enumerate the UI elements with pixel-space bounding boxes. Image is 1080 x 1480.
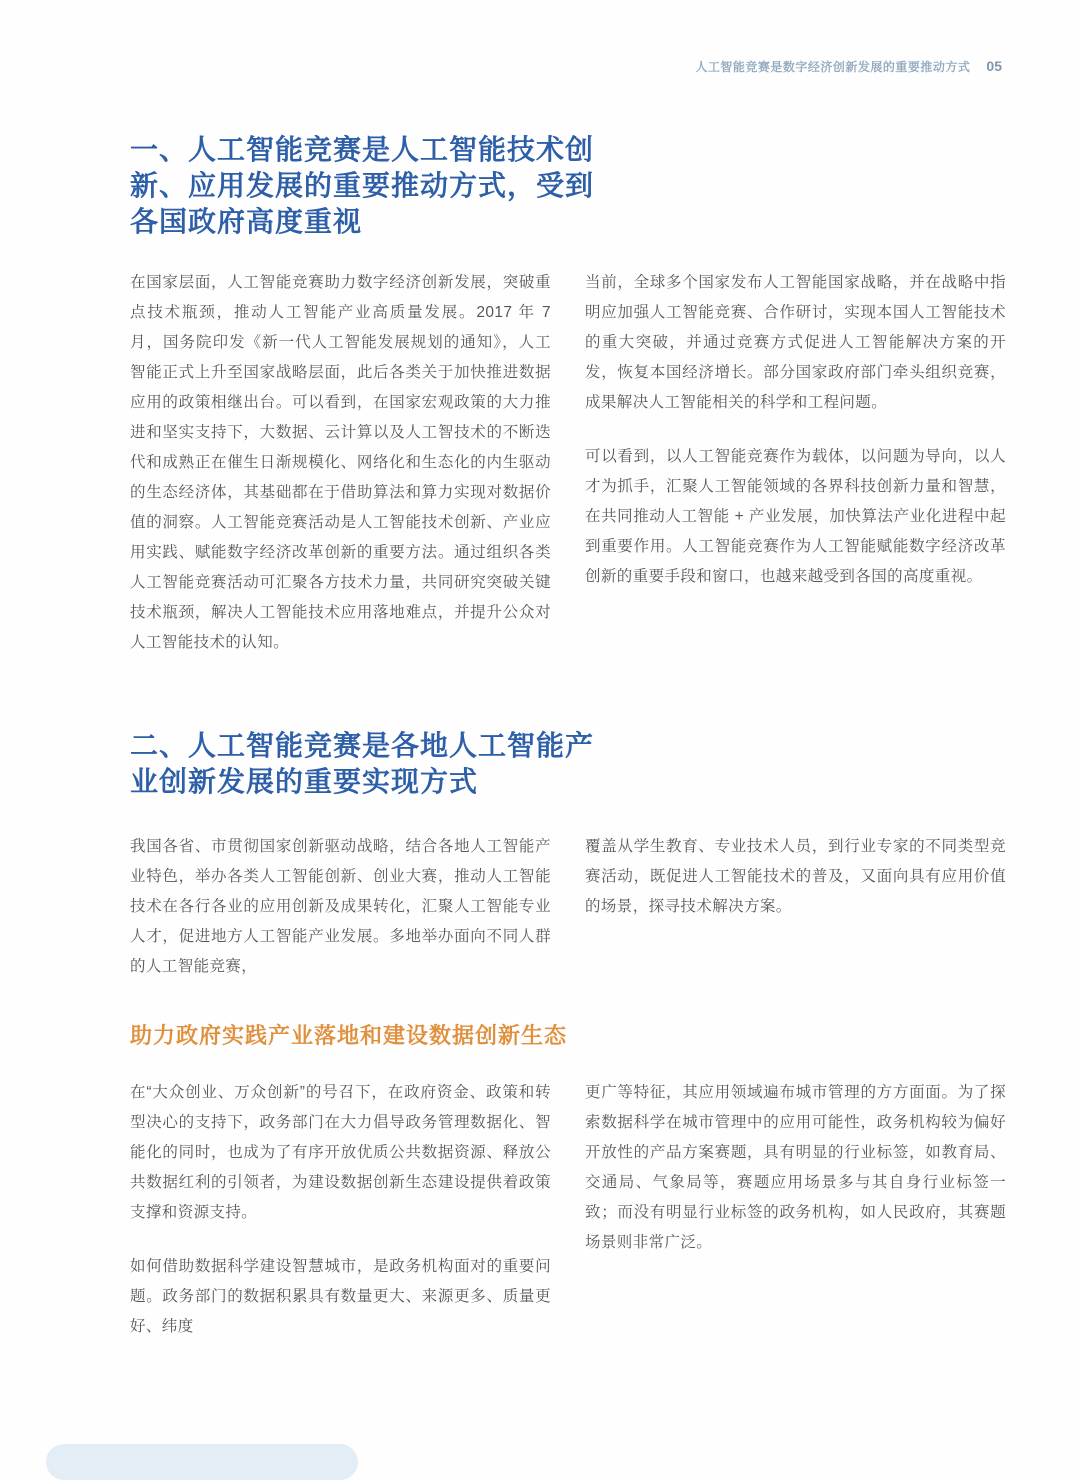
paragraph: 可以看到，以人工智能竞赛作为载体，以问题为导向，以人才为抓手，汇聚人工智能领域的各界科技创新力量和智慧，在共同推动人工智能 + 产业发展，加快算法产业化进程中起到重要作用。人工智能竞赛作为人工智能赋能数字经济改革创新的重要手段和窗口，也越来越受到各国的高度重视。 — [585, 448, 1006, 585]
subsection-heading: 助力政府实践产业落地和建设数据创新生态 — [130, 1023, 568, 1048]
section2-left-column — [130, 832, 551, 982]
section2-right-column — [585, 832, 1006, 982]
paragraph: 在国家层面，人工智能竞赛助力数字经济创新发展，突破重点技术瓶颈，推动人工智能产业高质量发展。2017 年 7 月，国务院印发《新一代人工智能发展规划的通知》，人工智能正式上升至国家战略层面，此后各类关于加快推进数据应用的政策相继出台。可以看到，在国家宏观政策的大力推进和坚实支持下，大数据、云计算以及人工智技术的不断迭代和成熟正在催生日渐规模化、网络化和生态化的内生驱动的生态经济体，其基础都在于借助算法和算力实现对数据价值的洞察。人工智能竞赛活动是人工智能技术创新、产业应用实践、赋能数字经济改革创新的重要方法。通过组织各类人工智能竞赛活动可汇聚各方技术力量，共同研究突破关键技术瓶颈，解决人工智能技术应用落地难点，并提升公众对人工智能技术的认知。 — [130, 274, 551, 651]
section2-body — [130, 832, 1006, 982]
paragraph: 如何借助数据科学建设智慧城市，是政务机构面对的重要问题。政务部门的数据积累具有数量更大、来源更多、质量更好、纬度 — [130, 1258, 551, 1335]
section1-left-column — [130, 268, 551, 658]
section1-right-column — [585, 268, 1006, 658]
paragraph: 当前，全球多个国家发布人工智能国家战略，并在战略中指明应加强人工智能竞赛、合作研讨，实现本国人工智能技术的重大突破，并通过竞赛方式促进人工智能解决方案的开发，恢复本国经济增长。部分国家政府部门牵头组织竞赛，成果解决人工智能相关的科学和工程问题。 — [585, 274, 1006, 411]
running-header-title: 人工智能竞赛是数字经济创新发展的重要推动方式 — [695, 60, 971, 74]
section1-heading: 一、人工智能竞赛是人工智能技术创新、应用发展的重要推动方式，受到各国政府高度重视 — [130, 134, 595, 237]
page-number: 05 — [986, 58, 1002, 74]
subsection-left-column — [130, 1078, 551, 1342]
section2-heading: 二、人工智能竞赛是各地人工智能产业创新发展的重要实现方式 — [130, 730, 595, 797]
paragraph: 我国各省、市贯彻国家创新驱动战略，结合各地人工智能产业特色，举办各类人工智能创新、创业大赛，推动人工智能技术在各行各业的应用创新及成果转化，汇聚人工智能专业人才，促进地方人工智能产业发展。多地举办面向不同人群的人工智能竞赛， — [130, 838, 551, 975]
paragraph: 在“大众创业、万众创新”的号召下，在政府资金、政策和转型决心的支持下，政务部门在大力倡导政务管理数据化、智能化的同时，也成为了有序开放优质公共数据资源、释放公共数据红利的引领者，为建设数据创新生态建设提供着政策支撑和资源支持。 — [130, 1084, 551, 1221]
section1-body — [130, 268, 1006, 658]
running-header — [695, 58, 1002, 75]
footer-decoration — [46, 1444, 358, 1480]
subsection-body — [130, 1078, 1006, 1342]
paragraph: 更广等特征，其应用领域遍布城市管理的方方面面。为了探索数据科学在城市管理中的应用可能性，政务机构较为偏好开放性的产品方案赛题，具有明显的行业标签，如教育局、交通局、气象局等，赛题应用场景多与其自身行业标签一致；而没有明显行业标签的政务机构，如人民政府，其赛题场景则非常广泛。 — [585, 1084, 1006, 1251]
subsection-right-column — [585, 1078, 1006, 1342]
paragraph: 覆盖从学生教育、专业技术人员，到行业专家的不同类型竞赛活动，既促进人工智能技术的普及，又面向具有应用价值的场景，探寻技术解决方案。 — [585, 838, 1006, 915]
